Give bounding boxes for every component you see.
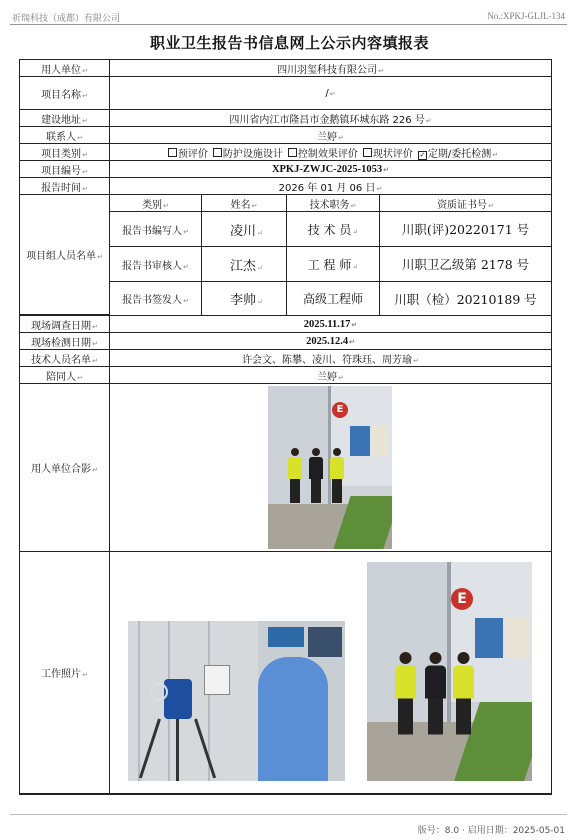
form-title: 职业卫生报告书信息网上公示内容填报表 bbox=[149, 34, 429, 52]
exit-sign-icon: E bbox=[451, 588, 473, 610]
checkbox-checked-icon: ✓ bbox=[419, 150, 426, 159]
team-row-cert: 川职(评)20220171 号 bbox=[379, 211, 552, 247]
escort-label: 陪同人 ↵ bbox=[19, 366, 110, 384]
sampling-instrument-icon bbox=[164, 679, 192, 719]
team-header-cert: 资质证书号 ↵ bbox=[379, 194, 552, 212]
exit-sign-icon: E bbox=[332, 402, 348, 418]
group-photo-label: 用人单位合影 ↵ bbox=[19, 383, 110, 552]
category-option-design[interactable]: 防护设施设计 bbox=[208, 145, 283, 160]
team-row-role: 报告书审核人 ↵ bbox=[109, 246, 202, 282]
project-no-label: 项目编号 ↵ bbox=[19, 160, 110, 178]
category-options bbox=[109, 143, 552, 161]
work-photo-team bbox=[367, 562, 532, 781]
team-row-cert: 川职卫乙级第 2178 号 bbox=[379, 246, 552, 282]
employer-label: 用人单位 ↵ bbox=[19, 59, 110, 77]
project-name-label: 项目名称 ↵ bbox=[19, 76, 110, 110]
worker-protective-suit bbox=[258, 657, 328, 781]
contact-value: 兰婷 ↵ bbox=[109, 126, 552, 144]
checkbox-icon bbox=[213, 148, 222, 157]
category-label: 项目类别 ↵ bbox=[19, 143, 110, 161]
category-option-periodic[interactable]: ✓ 定期/委托检测 ↵ bbox=[413, 145, 498, 160]
address-value: 四川省内江市隆昌市金鹅镇环城东路 226 号 ↵ bbox=[109, 109, 552, 127]
team-row-role: 报告书签发人 ↵ bbox=[109, 281, 202, 316]
report-time-label: 报告时间 ↵ bbox=[19, 177, 110, 195]
test-date-value: 2025.12.4 ↵ bbox=[109, 332, 552, 350]
team-row-cert: 川职（检）20210189 号 bbox=[379, 281, 552, 316]
team-row-role: 报告书编写人 ↵ bbox=[109, 211, 202, 247]
checkbox-icon bbox=[168, 148, 177, 157]
tech-staff-value: 许会文、陈攀、凌川、符珠珏、周芳瑜 ↵ bbox=[109, 349, 552, 367]
team-row-name: 凌川 ↵ bbox=[201, 211, 287, 247]
team-row-duty: 高级工程师 bbox=[286, 281, 380, 316]
project-name-value: / ↵ bbox=[109, 76, 552, 110]
tech-staff-label: 技术人员名单 ↵ bbox=[19, 349, 110, 367]
footer-version: 版号：8.0 bbox=[417, 826, 460, 836]
team-label: 项目组人员名单 ↵ bbox=[19, 194, 110, 315]
category-option-control[interactable]: 控制效果评价 bbox=[283, 145, 358, 160]
test-date-label: 现场检测日期 ↵ bbox=[19, 332, 110, 350]
notice-board bbox=[350, 426, 370, 456]
checkbox-icon bbox=[363, 148, 372, 157]
footer: 版号：8.0 · 启用日期：2025-05-01 bbox=[417, 826, 565, 836]
team-header-name: 姓名 ↵ bbox=[201, 194, 287, 212]
team-row-duty: 工 程 师 ↵ bbox=[286, 246, 380, 282]
category-option-status[interactable]: 现状评价 bbox=[358, 145, 413, 160]
employer-value: 四川羽玺科技有限公司 ↵ bbox=[109, 59, 552, 77]
header-company: 祈瑞科技（成都）有限公司 bbox=[12, 14, 121, 24]
footer-divider bbox=[10, 814, 567, 815]
contact-label: 联系人 ↵ bbox=[19, 126, 110, 144]
header-doc-number: No.:XPKJ-GLJL-134 bbox=[487, 11, 565, 21]
team-row-name: 李帅 ↵ bbox=[201, 281, 287, 316]
work-photo-sampling bbox=[128, 621, 345, 781]
group-photo bbox=[268, 386, 392, 549]
team-header-duty: 技术职务 ↵ bbox=[286, 194, 380, 212]
address-label: 建设地址 ↵ bbox=[19, 109, 110, 127]
work-photo-label: 工作照片 ↵ bbox=[19, 551, 110, 794]
report-time-value: 2026 年 01 月 06 日 ↵ bbox=[109, 177, 552, 195]
header-divider bbox=[10, 24, 567, 25]
checkbox-icon bbox=[288, 148, 297, 157]
team-row-name: 江杰 ↵ bbox=[201, 246, 287, 282]
team-row-duty: 技 术 员 ↵ bbox=[286, 211, 380, 247]
project-no-value: XPKJ-ZWJC-2025-1053 ↵ bbox=[109, 160, 552, 178]
escort-value: 兰婷 ↵ bbox=[109, 366, 552, 384]
footer-effective-date: 启用日期：2025-05-01 bbox=[467, 826, 565, 836]
team-header-role: 类别 ↵ bbox=[109, 194, 202, 212]
notice-board bbox=[475, 618, 503, 658]
category-option-preassess[interactable]: 预评价 bbox=[163, 145, 208, 160]
survey-date-label: 现场调查日期 ↵ bbox=[19, 315, 110, 333]
survey-date-value: 2025.11.17 ↵ bbox=[109, 315, 552, 333]
